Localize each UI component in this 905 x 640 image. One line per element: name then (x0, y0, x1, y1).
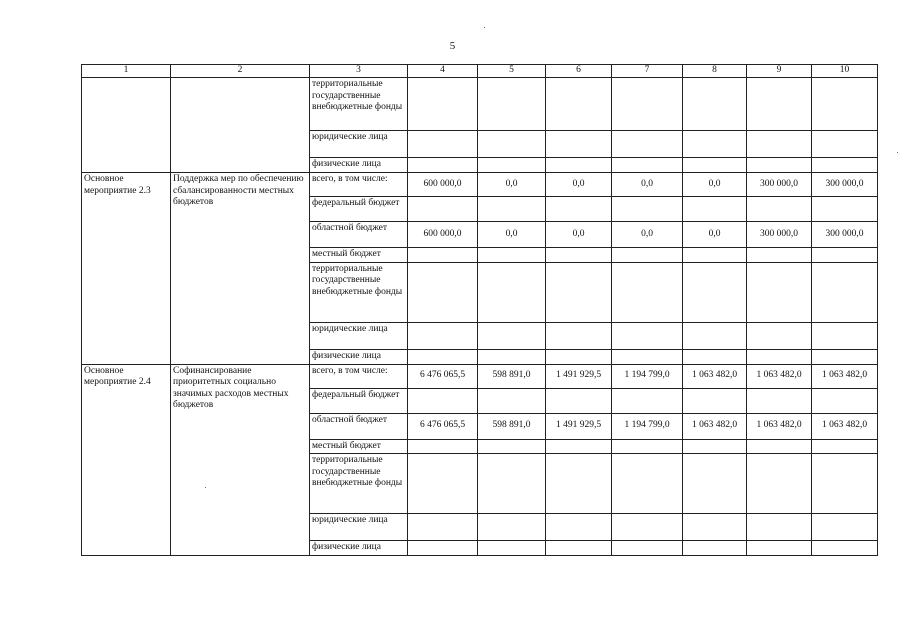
value-cell (546, 248, 612, 263)
value-cell (747, 158, 812, 173)
value-cell (747, 78, 812, 131)
value-cell (408, 349, 478, 364)
value-cell: 1 063 482,0 (683, 413, 747, 439)
value-cell: 0,0 (683, 173, 747, 197)
value-cell (747, 322, 812, 349)
value-cell (812, 158, 878, 173)
measure-name: Софинансирование приоритетных социально значимых расходов местных бюджетов (171, 364, 310, 556)
value-cell: 300 000,0 (747, 173, 812, 197)
value-cell (812, 541, 878, 556)
value-cell: 1 063 482,0 (812, 364, 878, 388)
value-cell (612, 262, 683, 322)
value-cell (812, 322, 878, 349)
value-cell (812, 197, 878, 222)
value-cell: 6 476 065,5 (408, 364, 478, 388)
value-cell: 600 000,0 (408, 173, 478, 197)
value-cell (747, 388, 812, 413)
value-cell (683, 248, 747, 263)
header-cell: 6 (546, 65, 612, 78)
value-cell (478, 197, 546, 222)
value-cell (478, 541, 546, 556)
source-label: всего, в том числе: (310, 364, 408, 388)
value-cell: 0,0 (478, 173, 546, 197)
measure-code: Основное мероприятие 2.4 (82, 364, 171, 556)
value-cell: 1 491 929,5 (546, 413, 612, 439)
measure-code-cell (82, 78, 171, 173)
value-cell (812, 248, 878, 263)
value-cell (812, 131, 878, 158)
measure-name-cell (171, 78, 310, 173)
value-cell (612, 439, 683, 454)
header-cell: 7 (612, 65, 683, 78)
value-cell (683, 349, 747, 364)
value-cell: 1 063 482,0 (747, 364, 812, 388)
value-cell (612, 514, 683, 541)
value-cell (546, 439, 612, 454)
value-cell (408, 322, 478, 349)
value-cell (612, 388, 683, 413)
value-cell (408, 514, 478, 541)
header-cell: 2 (171, 65, 310, 78)
value-cell (408, 197, 478, 222)
budget-table (81, 64, 878, 556)
value-cell (747, 349, 812, 364)
value-cell (408, 131, 478, 158)
value-cell: 0,0 (683, 222, 747, 248)
value-cell (812, 514, 878, 541)
value-cell (612, 322, 683, 349)
source-label: местный бюджет (310, 248, 408, 263)
value-cell (812, 349, 878, 364)
value-cell: 0,0 (478, 222, 546, 248)
value-cell (478, 349, 546, 364)
source-label: федеральный бюджет (310, 197, 408, 222)
value-cell (747, 514, 812, 541)
value-cell (747, 454, 812, 514)
value-cell (747, 262, 812, 322)
value-cell: 6 476 065,5 (408, 413, 478, 439)
value-cell (546, 541, 612, 556)
value-cell (747, 131, 812, 158)
value-cell: 0,0 (546, 222, 612, 248)
value-cell (683, 388, 747, 413)
value-cell: 300 000,0 (812, 173, 878, 197)
value-cell (478, 158, 546, 173)
header-cell: 10 (812, 65, 878, 78)
value-cell: 1 491 929,5 (546, 364, 612, 388)
value-cell (478, 248, 546, 263)
value-cell (612, 349, 683, 364)
value-cell (612, 541, 683, 556)
source-label: областной бюджет (310, 222, 408, 248)
value-cell (612, 197, 683, 222)
value-cell (408, 248, 478, 263)
measure-code: Основное мероприятие 2.3 (82, 173, 171, 365)
value-cell (747, 439, 812, 454)
value-cell (612, 158, 683, 173)
value-cell: 1 063 482,0 (683, 364, 747, 388)
source-label: юридические лица (310, 322, 408, 349)
value-cell (612, 454, 683, 514)
value-cell (683, 158, 747, 173)
source-label: юридические лица (310, 514, 408, 541)
value-cell (408, 454, 478, 514)
value-cell (612, 248, 683, 263)
value-cell (812, 78, 878, 131)
value-cell (546, 158, 612, 173)
value-cell (683, 197, 747, 222)
value-cell (478, 454, 546, 514)
value-cell (546, 131, 612, 158)
source-label: территориальные государственные внебюджетные фонды (310, 262, 408, 322)
value-cell (683, 322, 747, 349)
header-row (82, 65, 878, 78)
value-cell: 1 063 482,0 (747, 413, 812, 439)
value-cell: 0,0 (546, 173, 612, 197)
value-cell: 1 194 799,0 (612, 413, 683, 439)
source-label: физические лица (310, 349, 408, 364)
value-cell (683, 78, 747, 131)
value-cell (408, 388, 478, 413)
value-cell (546, 454, 612, 514)
source-label: местный бюджет (310, 439, 408, 454)
value-cell (747, 197, 812, 222)
value-cell: 598 891,0 (478, 364, 546, 388)
value-cell (546, 514, 612, 541)
value-cell (408, 439, 478, 454)
value-cell: 598 891,0 (478, 413, 546, 439)
value-cell (408, 78, 478, 131)
value-cell (812, 388, 878, 413)
value-cell (812, 262, 878, 322)
value-cell: 300 000,0 (747, 222, 812, 248)
value-cell (546, 262, 612, 322)
value-cell: 300 000,0 (812, 222, 878, 248)
scan-speck (484, 27, 485, 28)
value-cell: 0,0 (612, 222, 683, 248)
page-number: 5 (449, 40, 456, 52)
header-cell: 8 (683, 65, 747, 78)
value-cell (478, 439, 546, 454)
value-cell (812, 439, 878, 454)
value-cell (546, 78, 612, 131)
table-row (82, 78, 878, 131)
source-label: физические лица (310, 541, 408, 556)
value-cell (683, 514, 747, 541)
value-cell (408, 541, 478, 556)
value-cell (683, 439, 747, 454)
source-label: областной бюджет (310, 413, 408, 439)
value-cell (478, 78, 546, 131)
source-label: физические лица (310, 158, 408, 173)
scan-speck (205, 487, 206, 488)
source-label: территориальные государственные внебюджетные фонды (310, 454, 408, 514)
value-cell (747, 541, 812, 556)
value-cell (612, 78, 683, 131)
header-cell: 4 (408, 65, 478, 78)
value-cell (546, 388, 612, 413)
measure-name: Поддержка мер по обеспечению сбалансированности местных бюджетов (171, 173, 310, 365)
value-cell (408, 262, 478, 322)
value-cell (408, 158, 478, 173)
source-label: всего, в том числе: (310, 173, 408, 197)
value-cell (747, 248, 812, 263)
value-cell (546, 197, 612, 222)
header-cell: 1 (82, 65, 171, 78)
value-cell: 600 000,0 (408, 222, 478, 248)
scan-speck (897, 152, 898, 153)
value-cell (812, 454, 878, 514)
value-cell (478, 322, 546, 349)
value-cell (478, 514, 546, 541)
source-label: федеральный бюджет (310, 388, 408, 413)
value-cell: 1 063 482,0 (812, 413, 878, 439)
value-cell (546, 322, 612, 349)
value-cell: 0,0 (612, 173, 683, 197)
value-cell (478, 131, 546, 158)
value-cell (612, 131, 683, 158)
value-cell (683, 541, 747, 556)
value-cell (683, 131, 747, 158)
table-row (82, 364, 878, 388)
table-body (82, 65, 878, 556)
header-cell: 9 (747, 65, 812, 78)
value-cell (478, 388, 546, 413)
value-cell (546, 349, 612, 364)
value-cell: 1 194 799,0 (612, 364, 683, 388)
source-label: территориальные государственные внебюджетные фонды (310, 78, 408, 131)
value-cell (683, 454, 747, 514)
source-label: юридические лица (310, 131, 408, 158)
header-cell: 3 (310, 65, 408, 78)
header-cell: 5 (478, 65, 546, 78)
table-row (82, 173, 878, 197)
value-cell (478, 262, 546, 322)
value-cell (683, 262, 747, 322)
